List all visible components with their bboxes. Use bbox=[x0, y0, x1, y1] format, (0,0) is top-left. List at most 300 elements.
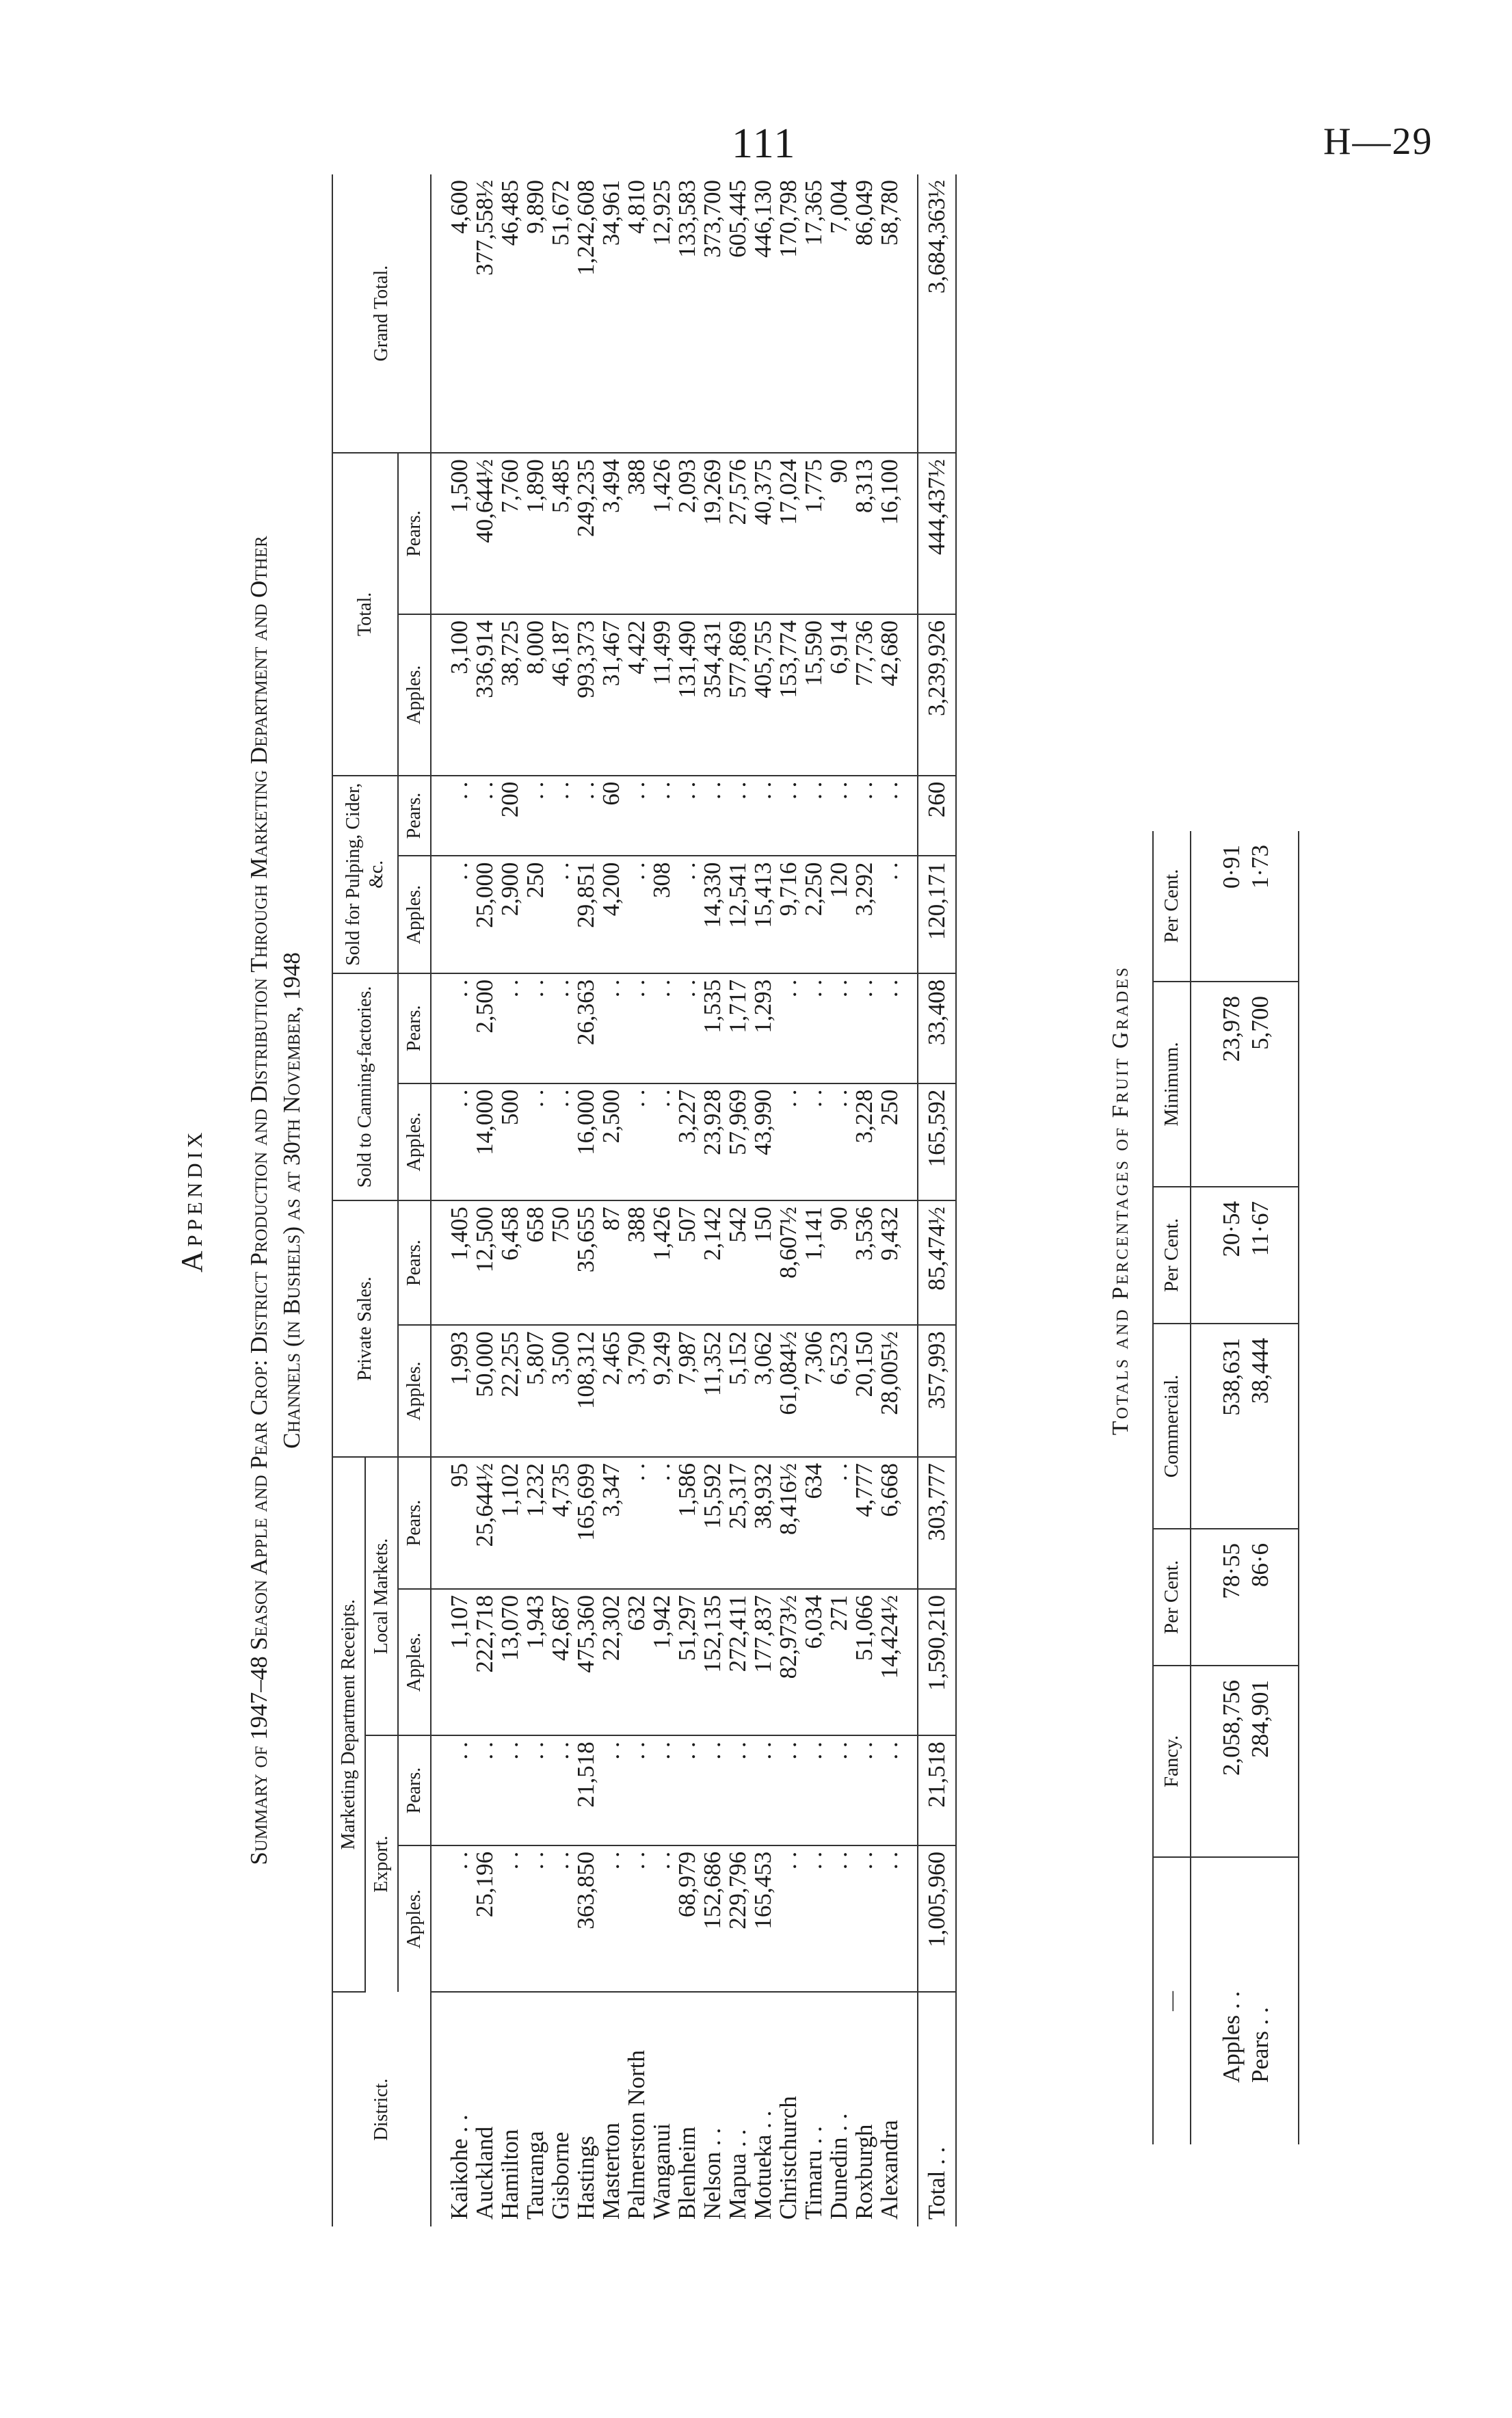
grades-cell-commercial: 38,444 bbox=[1246, 1324, 1299, 1529]
cell-canning-pears: . . bbox=[649, 973, 674, 1083]
cell-export-pears: . . bbox=[700, 1735, 725, 1845]
cell-local-pears: 3,347 bbox=[598, 1457, 624, 1589]
cell-pulping-pears: 200 bbox=[497, 776, 522, 856]
cell-pulping-apples: 2,250 bbox=[801, 856, 826, 973]
cell-export-pears: . . bbox=[775, 1735, 801, 1845]
grades-cell-fancy-pct: 86·6 bbox=[1246, 1529, 1299, 1666]
cell-private-apples: 3,062 bbox=[750, 1325, 775, 1457]
cell-private-pears: 388 bbox=[624, 1200, 649, 1325]
cell-canning-apples: . . bbox=[801, 1083, 826, 1200]
cell-pulping-pears: . . bbox=[700, 776, 725, 856]
cell-pulping-apples: 120 bbox=[826, 856, 851, 973]
appendix-heading: Appendix bbox=[175, 1128, 209, 1273]
district-name: Tauranga bbox=[522, 2131, 548, 2220]
header-marketing-receipts: Marketing Department Receipts. bbox=[332, 1457, 365, 1992]
cell-canning-apples: 16,000 bbox=[573, 1083, 598, 1200]
summary-title-line-2: Channels (in Bushels) as at 30th November, 1948 bbox=[278, 952, 305, 1449]
header-total-apples: Apples. bbox=[398, 614, 431, 776]
total-local-apples: 1,590,210 bbox=[918, 1589, 956, 1735]
grades-row bbox=[1191, 831, 1246, 2144]
cell-total-apples: 46,187 bbox=[548, 614, 573, 776]
cell-grand-total: 373,700 bbox=[700, 174, 725, 453]
cell-total-apples: 336,914 bbox=[472, 614, 497, 776]
cell-local-pears: 1,232 bbox=[522, 1457, 548, 1589]
grades-cell-minimum: 5,700 bbox=[1246, 982, 1299, 1187]
district-name: Mapua . . bbox=[724, 2129, 751, 2220]
cell-total-pears: 388 bbox=[624, 453, 649, 614]
total-private-apples: 357,993 bbox=[918, 1325, 956, 1457]
cell-canning-pears: 1,717 bbox=[725, 973, 750, 1083]
cell-private-pears: 90 bbox=[826, 1200, 851, 1325]
cell-total-apples: 354,431 bbox=[700, 614, 725, 776]
cell-export-pears: . . bbox=[472, 1735, 497, 1845]
cell-total-pears: 249,235 bbox=[573, 453, 598, 614]
grades-cell-commercial-pct: 20·54 bbox=[1191, 1187, 1246, 1324]
cell-pulping-apples: . . bbox=[624, 856, 649, 973]
cell-total-apples: 42,680 bbox=[877, 614, 918, 776]
cell-total-apples: 577,869 bbox=[725, 614, 750, 776]
cell-local-apples: 1,107 bbox=[431, 1589, 472, 1735]
cell-pulping-apples: 308 bbox=[649, 856, 674, 973]
table-row bbox=[624, 174, 649, 2226]
cell-pulping-apples: 3,292 bbox=[851, 856, 877, 973]
header-private-pears: Pears. bbox=[398, 1200, 431, 1325]
header-grand-total: Grand Total. bbox=[332, 174, 431, 453]
cell-export-pears: . . bbox=[725, 1735, 750, 1845]
district-rows bbox=[431, 174, 918, 2226]
cell-grand-total: 7,004 bbox=[826, 174, 851, 453]
cell-grand-total: 170,798 bbox=[775, 174, 801, 453]
cell-local-pears: 4,735 bbox=[548, 1457, 573, 1589]
table-row bbox=[431, 174, 472, 2226]
cell-export-pears: . . bbox=[649, 1735, 674, 1845]
cell-pulping-pears: . . bbox=[522, 776, 548, 856]
cell-grand-total: 133,583 bbox=[674, 174, 700, 453]
table-row bbox=[497, 174, 522, 2226]
cell-canning-apples: 43,990 bbox=[750, 1083, 775, 1200]
cell-local-apples: 14,424½ bbox=[877, 1589, 918, 1735]
grades-title: Totals and Percentages of Fruit Grades bbox=[1108, 965, 1133, 1436]
grades-header-fancy: Fancy. bbox=[1153, 1666, 1191, 1857]
cell-canning-pears: . . bbox=[522, 973, 548, 1083]
cell-grand-total: 12,925 bbox=[649, 174, 674, 453]
cell-canning-pears: 1,293 bbox=[750, 973, 775, 1083]
cell-private-pears: 12,500 bbox=[472, 1200, 497, 1325]
cell-canning-pears: . . bbox=[801, 973, 826, 1083]
cell-local-apples: 51,297 bbox=[674, 1589, 700, 1735]
cell-local-pears: . . bbox=[624, 1457, 649, 1589]
cell-export-apples: . . bbox=[624, 1845, 649, 1992]
cell-local-apples: 1,943 bbox=[522, 1589, 548, 1735]
district-name: Wanganui bbox=[648, 2123, 675, 2220]
cell-private-apples: 3,790 bbox=[624, 1325, 649, 1457]
cell-private-pears: 1,405 bbox=[431, 1200, 472, 1325]
cell-total-apples: 6,914 bbox=[826, 614, 851, 776]
cell-private-pears: 87 bbox=[598, 1200, 624, 1325]
cell-export-apples: . . bbox=[431, 1845, 472, 1992]
grades-cell-commercial: 538,631 bbox=[1191, 1324, 1246, 1529]
cell-canning-pears: . . bbox=[431, 973, 472, 1083]
cell-local-pears: 25,317 bbox=[725, 1457, 750, 1589]
cell-total-apples: 4,422 bbox=[624, 614, 649, 776]
cell-pulping-pears: . . bbox=[431, 776, 472, 856]
header-export-apples: Apples. bbox=[398, 1845, 431, 1992]
cell-pulping-pears: . . bbox=[624, 776, 649, 856]
cell-pulping-apples: 25,000 bbox=[472, 856, 497, 973]
cell-private-apples: 22,255 bbox=[497, 1325, 522, 1457]
cell-local-pears: 1,102 bbox=[497, 1457, 522, 1589]
cell-canning-apples: 500 bbox=[497, 1083, 522, 1200]
header-district: District. bbox=[332, 1992, 431, 2226]
grades-cell-fancy: 2,058,756 bbox=[1191, 1666, 1246, 1857]
table-row bbox=[877, 174, 918, 2226]
cell-canning-apples: . . bbox=[649, 1083, 674, 1200]
total-label: Total . . bbox=[918, 1992, 956, 2226]
cell-grand-total: 34,961 bbox=[598, 174, 624, 453]
cell-export-pears: . . bbox=[548, 1735, 573, 1845]
cell-canning-pears: . . bbox=[674, 973, 700, 1083]
cell-grand-total: 9,890 bbox=[522, 174, 548, 453]
cell-pulping-pears: . . bbox=[851, 776, 877, 856]
cell-pulping-pears: . . bbox=[649, 776, 674, 856]
cell-local-pears: 15,592 bbox=[700, 1457, 725, 1589]
cell-local-apples: 22,302 bbox=[598, 1589, 624, 1735]
cell-private-apples: 61,084½ bbox=[775, 1325, 801, 1457]
cell-private-pears: 2,142 bbox=[700, 1200, 725, 1325]
cell-export-pears: . . bbox=[877, 1735, 918, 1845]
cell-private-apples: 2,465 bbox=[598, 1325, 624, 1457]
cell-private-pears: 6,458 bbox=[497, 1200, 522, 1325]
cell-export-pears: . . bbox=[431, 1735, 472, 1845]
cell-local-apples: 222,718 bbox=[472, 1589, 497, 1735]
cell-local-pears: 38,932 bbox=[750, 1457, 775, 1589]
header-total: Total. bbox=[332, 453, 398, 775]
page-number: 111 bbox=[732, 120, 797, 167]
grades-header-blank: — bbox=[1153, 1857, 1191, 2144]
cell-private-apples: 1,993 bbox=[431, 1325, 472, 1457]
total-export-apples: 1,005,960 bbox=[918, 1845, 956, 1992]
district-name: Masterton bbox=[598, 2123, 624, 2220]
cell-export-pears: . . bbox=[750, 1735, 775, 1845]
grades-header-minimum: Minimum. bbox=[1153, 982, 1191, 1187]
district-name: Roxburgh bbox=[851, 2124, 877, 2220]
table-row bbox=[725, 174, 750, 2226]
total-canning-apples: 165,592 bbox=[918, 1083, 956, 1200]
cell-total-pears: 27,576 bbox=[725, 453, 750, 614]
cell-export-pears: . . bbox=[851, 1735, 877, 1845]
header-local-markets: Local Markets. bbox=[365, 1457, 398, 1735]
cell-total-pears: 7,760 bbox=[497, 453, 522, 614]
cell-export-pears: . . bbox=[598, 1735, 624, 1845]
district-name: Blenheim bbox=[674, 2126, 700, 2220]
cell-total-pears: 1,500 bbox=[431, 453, 472, 614]
district-name: Hamilton bbox=[496, 2129, 523, 2220]
cell-canning-apples: . . bbox=[826, 1083, 851, 1200]
cell-export-apples: . . bbox=[775, 1845, 801, 1992]
cell-pulping-apples: 4,200 bbox=[598, 856, 624, 973]
cell-canning-pears: . . bbox=[548, 973, 573, 1083]
cell-total-pears: 2,093 bbox=[674, 453, 700, 614]
cell-private-apples: 6,523 bbox=[826, 1325, 851, 1457]
total-pulping-pears: 260 bbox=[918, 776, 956, 856]
cell-total-pears: 19,269 bbox=[700, 453, 725, 614]
header-total-pears: Pears. bbox=[398, 453, 431, 614]
cell-export-apples: 152,686 bbox=[700, 1845, 725, 1992]
district-name: Gisborne bbox=[547, 2131, 574, 2220]
cell-private-pears: 1,141 bbox=[801, 1200, 826, 1325]
district-name: Auckland bbox=[471, 2126, 498, 2220]
grades-cell-minimum-pct: 1·73 bbox=[1246, 831, 1299, 982]
cell-export-pears: . . bbox=[826, 1735, 851, 1845]
cell-export-apples: 165,453 bbox=[750, 1845, 775, 1992]
cell-grand-total: 86,049 bbox=[851, 174, 877, 453]
cell-canning-pears: . . bbox=[826, 973, 851, 1083]
cell-local-pears: . . bbox=[649, 1457, 674, 1589]
cell-local-pears: 8,416½ bbox=[775, 1457, 801, 1589]
header-local-pears: Pears. bbox=[398, 1457, 431, 1589]
cell-total-apples: 31,467 bbox=[598, 614, 624, 776]
cell-private-pears: 9,432 bbox=[877, 1200, 918, 1325]
cell-canning-pears: 26,363 bbox=[573, 973, 598, 1083]
cell-local-apples: 13,070 bbox=[497, 1589, 522, 1735]
summary-title bbox=[243, 174, 308, 2226]
cell-canning-apples: 57,969 bbox=[725, 1083, 750, 1200]
cell-pulping-apples: 250 bbox=[522, 856, 548, 973]
cell-private-pears: 658 bbox=[522, 1200, 548, 1325]
cell-export-apples: 25,196 bbox=[472, 1845, 497, 1992]
fruit-grades-table bbox=[1152, 831, 1299, 2144]
total-export-pears: 21,518 bbox=[918, 1735, 956, 1845]
cell-local-pears: 6,668 bbox=[877, 1457, 918, 1589]
cell-export-pears: 21,518 bbox=[573, 1735, 598, 1845]
cell-export-apples: . . bbox=[649, 1845, 674, 1992]
cell-pulping-apples: 9,716 bbox=[775, 856, 801, 973]
table-row bbox=[801, 174, 826, 2226]
header-pulping-apples: Apples. bbox=[398, 856, 431, 973]
cell-local-apples: 6,034 bbox=[801, 1589, 826, 1735]
cell-total-pears: 3,494 bbox=[598, 453, 624, 614]
cell-total-pears: 17,024 bbox=[775, 453, 801, 614]
cell-canning-pears: 1,535 bbox=[700, 973, 725, 1083]
cell-local-apples: 42,687 bbox=[548, 1589, 573, 1735]
header-export-pears: Pears. bbox=[398, 1735, 431, 1845]
header-canning-apples: Apples. bbox=[398, 1083, 431, 1200]
cell-total-pears: 1,775 bbox=[801, 453, 826, 614]
total-pulping-apples: 120,171 bbox=[918, 856, 956, 973]
cell-export-apples: . . bbox=[877, 1845, 918, 1992]
grades-cell-commercial-pct: 11·67 bbox=[1246, 1187, 1299, 1324]
document-reference: H—29 bbox=[1323, 120, 1433, 163]
cell-grand-total: 446,130 bbox=[750, 174, 775, 453]
cell-export-pears: . . bbox=[801, 1735, 826, 1845]
district-name: Motueka . . bbox=[750, 2110, 776, 2220]
table-row bbox=[548, 174, 573, 2226]
header-pulping-pears: Pears. bbox=[398, 776, 431, 856]
cell-total-apples: 153,774 bbox=[775, 614, 801, 776]
cell-private-pears: 3,536 bbox=[851, 1200, 877, 1325]
header-canning: Sold to Canning-factories. bbox=[332, 973, 398, 1200]
grades-cell-fancy-pct: 78·55 bbox=[1191, 1529, 1246, 1666]
total-grand-total: 3,684,363½ bbox=[918, 174, 956, 453]
cell-private-pears: 35,655 bbox=[573, 1200, 598, 1325]
district-name: Hastings bbox=[572, 2136, 599, 2220]
table-row bbox=[700, 174, 725, 2226]
cell-export-pears: . . bbox=[497, 1735, 522, 1845]
cell-grand-total: 17,365 bbox=[801, 174, 826, 453]
cell-export-apples: 363,850 bbox=[573, 1845, 598, 1992]
cell-pulping-pears: . . bbox=[877, 776, 918, 856]
cell-pulping-apples: . . bbox=[548, 856, 573, 973]
cell-total-pears: 40,644½ bbox=[472, 453, 497, 614]
header-export: Export. bbox=[365, 1735, 398, 1992]
cell-total-apples: 38,725 bbox=[497, 614, 522, 776]
cell-export-apples: 68,979 bbox=[674, 1845, 700, 1992]
cell-local-apples: 1,942 bbox=[649, 1589, 674, 1735]
cell-canning-pears: . . bbox=[497, 973, 522, 1083]
cell-local-apples: 475,360 bbox=[573, 1589, 598, 1735]
cell-private-pears: 750 bbox=[548, 1200, 573, 1325]
grades-header-commercial-pct: Per Cent. bbox=[1153, 1187, 1191, 1324]
cell-canning-apples: 23,928 bbox=[700, 1083, 725, 1200]
cell-pulping-pears: . . bbox=[750, 776, 775, 856]
table-row bbox=[750, 174, 775, 2226]
cell-private-apples: 7,987 bbox=[674, 1325, 700, 1457]
cell-private-apples: 5,152 bbox=[725, 1325, 750, 1457]
grades-header-commercial: Commercial. bbox=[1153, 1324, 1191, 1529]
cell-canning-apples: 250 bbox=[877, 1083, 918, 1200]
district-name: Timaru . . bbox=[800, 2126, 827, 2220]
header-private-apples: Apples. bbox=[398, 1325, 431, 1457]
header-private-sales: Private Sales. bbox=[332, 1200, 398, 1457]
cell-local-apples: 271 bbox=[826, 1589, 851, 1735]
district-name: Kaikohe . . bbox=[446, 2114, 473, 2220]
district-name: Palmerston North bbox=[623, 2050, 650, 2220]
cell-pulping-pears: . . bbox=[573, 776, 598, 856]
cell-private-apples: 5,807 bbox=[522, 1325, 548, 1457]
cell-private-pears: 8,607½ bbox=[775, 1200, 801, 1325]
cell-private-apples: 7,306 bbox=[801, 1325, 826, 1457]
grades-header-fancy-pct: Per Cent. bbox=[1153, 1529, 1191, 1666]
cell-canning-apples: . . bbox=[548, 1083, 573, 1200]
cell-local-apples: 51,066 bbox=[851, 1589, 877, 1735]
grades-header-minimum-pct: Per Cent. bbox=[1153, 831, 1191, 982]
total-local-pears: 303,777 bbox=[918, 1457, 956, 1589]
total-canning-pears: 33,408 bbox=[918, 973, 956, 1083]
cell-pulping-apples: . . bbox=[431, 856, 472, 973]
cell-grand-total: 51,672 bbox=[548, 174, 573, 453]
cell-private-apples: 50,000 bbox=[472, 1325, 497, 1457]
cell-pulping-apples: 14,330 bbox=[700, 856, 725, 973]
header-canning-pears: Pears. bbox=[398, 973, 431, 1083]
cell-grand-total: 605,445 bbox=[725, 174, 750, 453]
cell-private-apples: 9,249 bbox=[649, 1325, 674, 1457]
district-name: Nelson . . bbox=[699, 2127, 726, 2220]
table-row bbox=[826, 174, 851, 2226]
cell-private-apples: 108,312 bbox=[573, 1325, 598, 1457]
cell-local-pears: 95 bbox=[431, 1457, 472, 1589]
cell-export-apples: . . bbox=[548, 1845, 573, 1992]
cell-export-apples: . . bbox=[598, 1845, 624, 1992]
cell-pulping-pears: . . bbox=[674, 776, 700, 856]
cell-private-pears: 542 bbox=[725, 1200, 750, 1325]
cell-export-pears: . . bbox=[624, 1735, 649, 1845]
table-row bbox=[522, 174, 548, 2226]
cell-total-pears: 90 bbox=[826, 453, 851, 614]
total-private-pears: 85,474½ bbox=[918, 1200, 956, 1325]
grades-cell-minimum-pct: 0·91 bbox=[1191, 831, 1246, 982]
cell-pulping-pears: . . bbox=[548, 776, 573, 856]
table-row bbox=[674, 174, 700, 2226]
cell-export-apples: . . bbox=[851, 1845, 877, 1992]
cell-total-apples: 8,000 bbox=[522, 614, 548, 776]
total-row bbox=[918, 174, 956, 2226]
cell-total-apples: 131,490 bbox=[674, 614, 700, 776]
grades-cell-label: Pears . . bbox=[1246, 1857, 1299, 2144]
cell-local-pears: 634 bbox=[801, 1457, 826, 1589]
cell-local-apples: 272,411 bbox=[725, 1589, 750, 1735]
table-row bbox=[851, 174, 877, 2226]
cell-canning-apples: . . bbox=[624, 1083, 649, 1200]
cell-local-apples: 177,837 bbox=[750, 1589, 775, 1735]
cell-canning-pears: . . bbox=[598, 973, 624, 1083]
cell-pulping-pears: . . bbox=[775, 776, 801, 856]
cell-canning-apples: 14,000 bbox=[472, 1083, 497, 1200]
cell-canning-apples: . . bbox=[775, 1083, 801, 1200]
cell-total-apples: 77,736 bbox=[851, 614, 877, 776]
cell-private-pears: 150 bbox=[750, 1200, 775, 1325]
cell-local-pears: 1,586 bbox=[674, 1457, 700, 1589]
cell-pulping-pears: . . bbox=[801, 776, 826, 856]
header-pulping: Sold for Pulping, Cider, &c. bbox=[332, 776, 398, 973]
cell-local-apples: 82,973½ bbox=[775, 1589, 801, 1735]
cell-export-pears: . . bbox=[674, 1735, 700, 1845]
cell-local-pears: 25,644½ bbox=[472, 1457, 497, 1589]
summary-title-line-1: Summary of 1947–48 Season Apple and Pear Crop: District Production and Distribution Through Marketing Department and Other bbox=[246, 536, 272, 1865]
cell-pulping-apples: 2,900 bbox=[497, 856, 522, 973]
cell-grand-total: 46,485 bbox=[497, 174, 522, 453]
cell-pulping-pears: . . bbox=[826, 776, 851, 856]
grades-rows bbox=[1191, 831, 1299, 2144]
cell-total-apples: 3,100 bbox=[431, 614, 472, 776]
cell-grand-total: 1,242,608 bbox=[573, 174, 598, 453]
cell-total-apples: 405,755 bbox=[750, 614, 775, 776]
table-row bbox=[598, 174, 624, 2226]
cell-pulping-apples: 15,413 bbox=[750, 856, 775, 973]
cell-grand-total: 377,558½ bbox=[472, 174, 497, 453]
cell-total-apples: 993,373 bbox=[573, 614, 598, 776]
cell-local-apples: 152,135 bbox=[700, 1589, 725, 1735]
cell-private-pears: 507 bbox=[674, 1200, 700, 1325]
cell-canning-pears: . . bbox=[877, 973, 918, 1083]
grades-cell-label: Apples . . bbox=[1218, 1990, 1245, 2083]
cell-local-pears: . . bbox=[826, 1457, 851, 1589]
cell-private-apples: 20,150 bbox=[851, 1325, 877, 1457]
cell-total-pears: 1,890 bbox=[522, 453, 548, 614]
cell-total-pears: 5,485 bbox=[548, 453, 573, 614]
cell-private-apples: 28,005½ bbox=[877, 1325, 918, 1457]
cell-export-apples: . . bbox=[522, 1845, 548, 1992]
cell-canning-pears: . . bbox=[624, 973, 649, 1083]
grades-cell-fancy: 284,901 bbox=[1246, 1666, 1299, 1857]
table-row bbox=[573, 174, 598, 2226]
cell-total-pears: 16,100 bbox=[877, 453, 918, 614]
cell-pulping-apples: 12,541 bbox=[725, 856, 750, 973]
cell-pulping-pears: . . bbox=[472, 776, 497, 856]
cell-private-pears: 1,426 bbox=[649, 1200, 674, 1325]
cell-pulping-pears: . . bbox=[725, 776, 750, 856]
district-name: Alexandra bbox=[876, 2120, 903, 2220]
grades-cell-minimum: 23,978 bbox=[1191, 982, 1246, 1187]
